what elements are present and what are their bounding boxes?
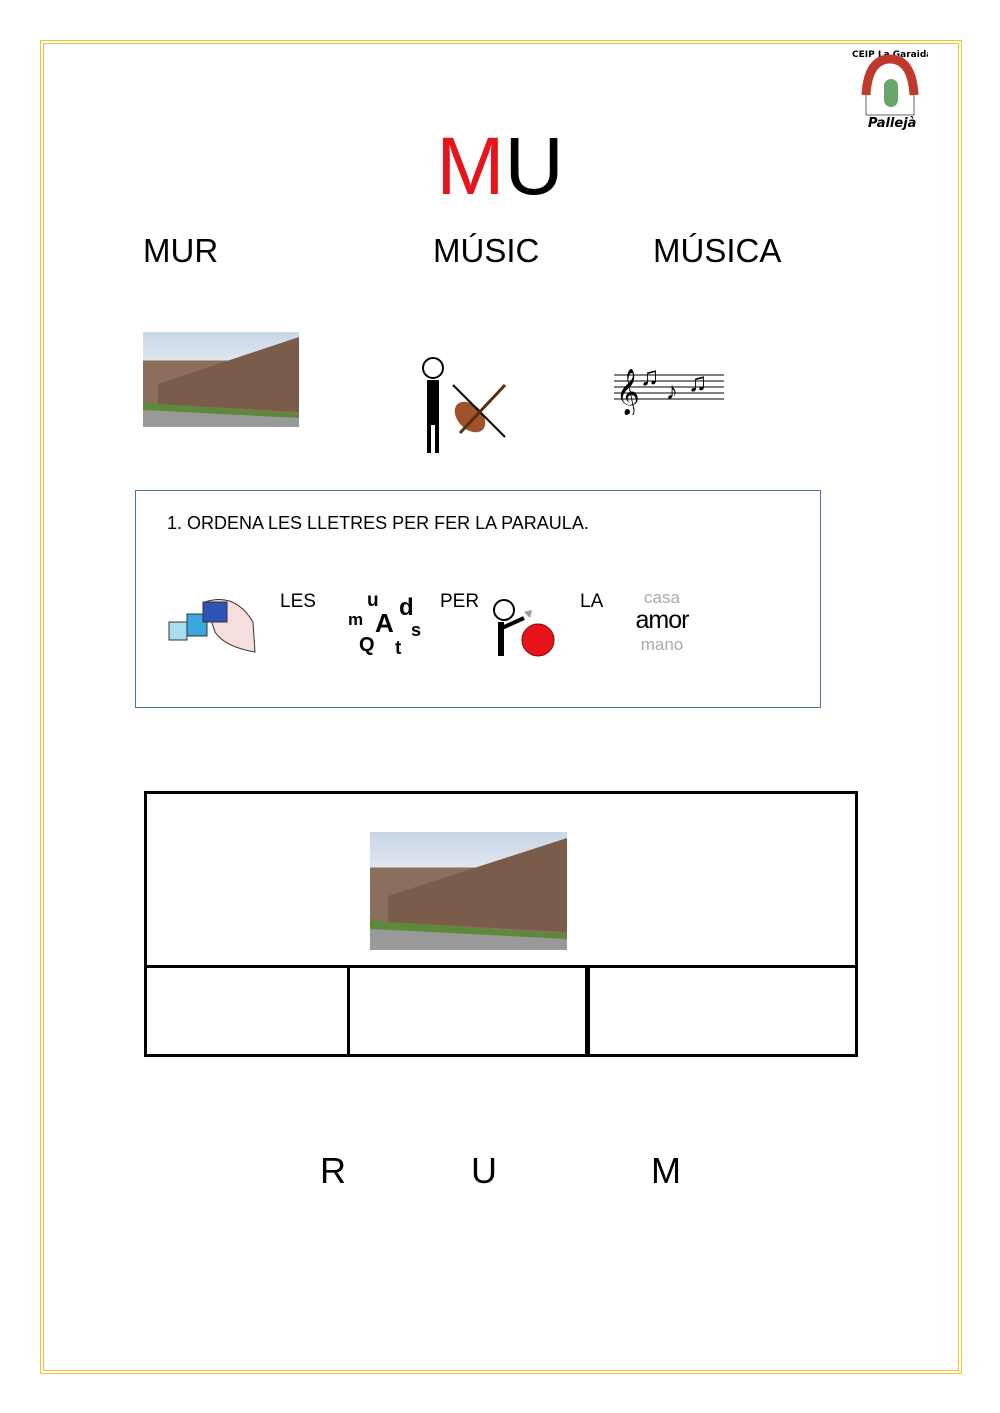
musician-pictogram — [415, 355, 510, 455]
svg-text:♫: ♫ — [640, 361, 660, 391]
word-musica: MÚSICA — [653, 232, 782, 269]
word-mur: MUR — [143, 232, 219, 269]
answer-cell-2[interactable] — [347, 965, 588, 1057]
title-black-letter: U — [504, 121, 564, 212]
make-pictogram — [488, 596, 558, 660]
word-choice-main: amor — [635, 606, 689, 634]
title-red-letter: M — [436, 121, 505, 212]
word-pictogram — [620, 588, 704, 655]
jumble-letter: t — [395, 638, 402, 659]
svg-text:𝄞: 𝄞 — [616, 370, 640, 414]
jumble-letter: u — [367, 590, 379, 611]
letter-r[interactable]: R — [320, 1150, 346, 1191]
word-music: MÚSIC — [433, 232, 540, 269]
svg-text:♪: ♪ — [666, 378, 678, 405]
jumble-letter: d — [399, 594, 414, 621]
page-title — [0, 122, 1000, 212]
school-logo — [850, 45, 928, 133]
svg-text:Pallejà: Pallejà — [868, 116, 917, 131]
svg-text:CEIP La Garaida: CEIP La Garaida — [852, 50, 928, 60]
jumble-letter: m — [348, 610, 364, 629]
word-per: PER — [440, 591, 480, 612]
jumble-letter: s — [411, 620, 422, 640]
jumble-letter: A — [375, 608, 394, 638]
jumble-letter: Q — [359, 634, 375, 656]
word-la: LA — [580, 591, 604, 612]
letters-pictogram — [345, 590, 430, 662]
music-notes-icon — [614, 355, 726, 415]
word-choice-top: casa — [644, 588, 680, 607]
svg-text:♫: ♫ — [688, 367, 708, 397]
wall-photo-large — [370, 832, 567, 950]
letter-m[interactable]: M — [651, 1150, 681, 1191]
wall-photo — [143, 332, 299, 427]
word-les: LES — [280, 591, 316, 612]
exercise-instruction: 1. ORDENA LES LLETRES PER FER LA PARAULA. — [167, 513, 589, 533]
order-pictogram — [165, 592, 257, 654]
letter-u[interactable]: U — [471, 1150, 497, 1191]
answer-cell-1[interactable] — [144, 965, 350, 1057]
word-choice-bottom: mano — [640, 635, 684, 654]
answer-cell-3[interactable] — [587, 965, 858, 1057]
